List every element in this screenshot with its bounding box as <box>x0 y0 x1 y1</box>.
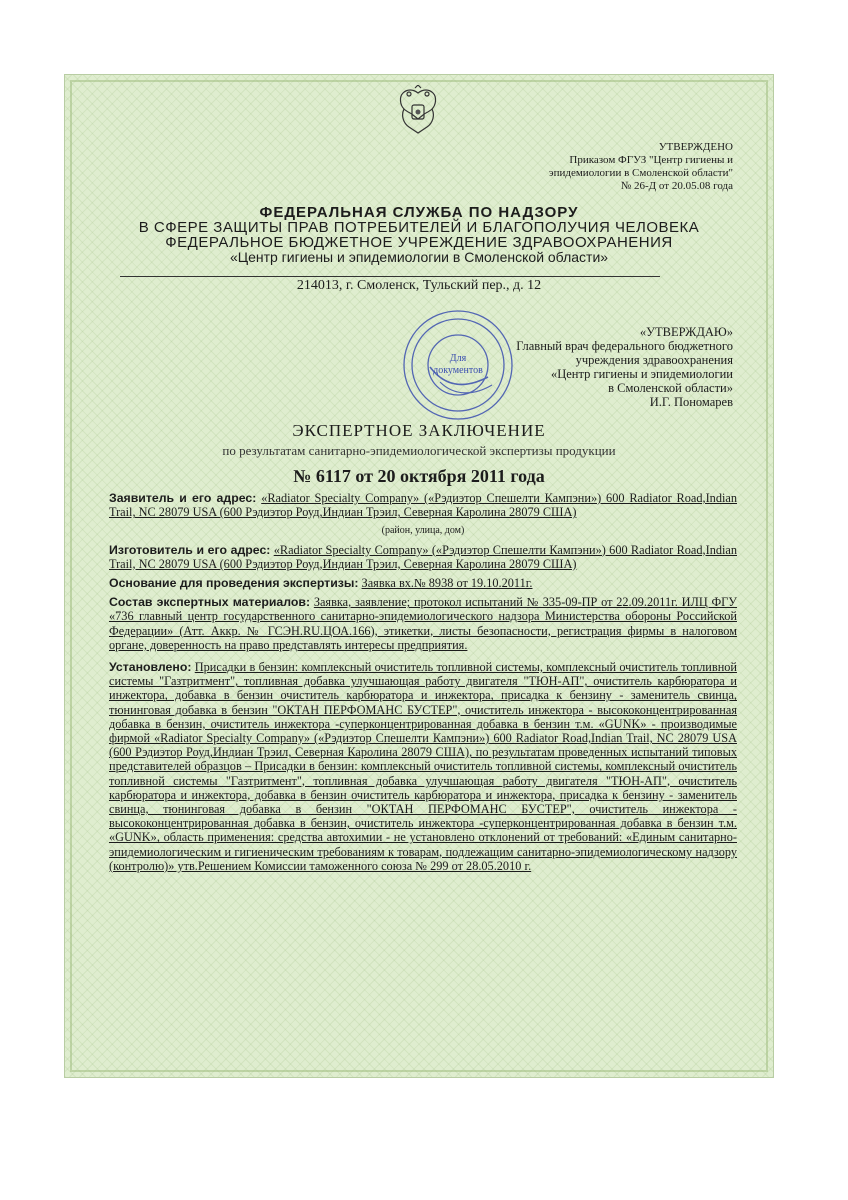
approved-line: эпидемиологии в Смоленской области" <box>548 167 733 179</box>
basis-label: Основание для проведения экспертизы: <box>109 576 359 591</box>
approved-line: УТВЕРЖДЕНО <box>658 141 733 153</box>
stamp-text: Для <box>449 353 467 364</box>
manufacturer-value: «Radiator Specialty Company» («Рэдиэтор Спешелти Кампэни») 600 Radiator Road,Indian Trail, NC 28079 USA (600 Рэдиэтор Роуд,Индиан Трэил, Северная Каролина 28079 США) <box>109 542 738 571</box>
agency-header <box>85 205 753 265</box>
approval-line: «Центр гигиены и эпидемиологии <box>550 367 733 381</box>
approval-line: учреждения здравоохранения <box>575 353 733 367</box>
applicant-value: «Radiator Specialty Company» («Рэдиэтор Спешелти Кампэни») 600 Radiator Road,Indian Trail, NC 28079 USA (600 Рэдиэтор Роуд,Индиан Трэил, Северная Каролина 28079 США) <box>109 491 738 520</box>
address-divider <box>120 276 660 277</box>
established-section <box>109 660 737 873</box>
conclusion-header <box>65 421 773 487</box>
materials-section <box>109 595 737 652</box>
document-subtitle: по результатам санитарно-эпидемиологической экспертизы продукции <box>222 443 616 458</box>
agency-address: 214013, г. Смоленск, Тульский пер., д. 12 <box>296 278 542 293</box>
approved-line: Приказом ФГУЗ "Центр гигиены и <box>569 154 733 166</box>
agency-line-1: ФЕДЕРАЛЬНАЯ СЛУЖБА ПО НАДЗОРУ <box>259 204 579 221</box>
basis-value: Заявка вх.№ 8938 от 19.10.2011г. <box>361 576 533 591</box>
district-caption: (район, улица, дом) <box>381 525 465 537</box>
document-number: № 6117 от 20 октября 2011 года <box>293 466 545 486</box>
agency-line-4: «Центр гигиены и эпидемиологии в Смоленской области» <box>229 249 609 265</box>
approval-line: «УТВЕРЖДАЮ» <box>639 325 733 339</box>
manufacturer-label: Изготовитель и его адрес: <box>109 542 271 557</box>
approval-block <box>463 325 733 409</box>
certificate-sheet <box>64 74 774 1078</box>
approved-by-order <box>493 141 733 193</box>
agency-line-3: ФЕДЕРАЛЬНОЕ БЮДЖЕТНОЕ УЧРЕЖДЕНИЕ ЗДРАВООХРАНЕНИЯ <box>165 234 673 251</box>
manufacturer-section <box>109 543 737 571</box>
approved-line: № 26-Д от 20.05.08 года <box>620 180 733 192</box>
materials-label: Состав экспертных материалов: <box>109 595 311 610</box>
materials-value: Заявка, заявление; протокол испытаний № 335-09-ПР от 22.09.2011г. ИЛЦ ФГУ «736 главный центр государственного санитарно-эпидемиологического надзора Министерства обороны Российской Федерации» (Атт. Аккр. № ГСЭН.RU.ЦОА.166), этикетки, листы безопасности, регистрация фирмы в налоговом органе, доверенность на право представлять интересы предприятия. <box>109 595 737 652</box>
document-title: ЭКСПЕРТНОЕ ЗАКЛЮЧЕНИЕ <box>292 421 546 440</box>
established-value: Присадки в бензин: комплексный очиститель топливной системы, комплексный очиститель топливной системы "Газтритмент", топливная добавка улучшающая работу двигателя "ТЮН-АП", очиститель карбюратора и инжектора, добавка в бензин очиститель карбюратора и инжектора, присадка к бензину - заменитель свинца, тюнинговая добавка в бензин "ОКТАН ПЕРФОМАНС БУСТЕР", очиститель инжектора - высококонцентрированная добавка в бензин, очиститель инжектора -суперконцентрированная добавка в бензин т.м. «GUNK» - производимые фирмой «Radiator Specialty Company» («Рэдиэтор Спешелти Кампэни») 600 Radiator Road,Indian Trail, NC 28079 USA (600 Рэдиэтор Роуд,Индиан Трэил, Северная Каролина 28079 США), по результатам проведенных испытаний типовых представителей образцов – Присадки в бензин: комплексный очиститель топливной системы, комплексный очиститель топливной системы "Газтритмент", топливная добавка улучшающая работу двигателя "ТЮН-АП", очиститель карбюратора и инжектора, добавка в бензин очиститель карбюратора и инжектора, присадка к бензину - заменитель свинца, тюнинговая добавка в бензин "ОКТАН ПЕРФОМАНС БУСТЕР", очиститель инжектора - высококонцентрированная добавка в бензин, очиститель инжектора -суперконцентрированная добавка в бензин т.м. «GUNK», область применения: средства автохимии - не установлено отклонений от требований: «Единым санитарно-эпидемиологическим и гигиеническим требованиям к товарам, подлежащим санитарно-эпидемиологическому надзору (контролю)» утв.Решением Комиссии таможенного союза № 299 от 28.05.2010 г. <box>109 660 738 873</box>
basis-section <box>109 576 737 590</box>
signatory-name: И.Г. Пономарев <box>649 395 733 409</box>
stamp-text: документов <box>433 365 483 376</box>
agency-line-2: В СФЕРЕ ЗАЩИТЫ ПРАВ ПОТРЕБИТЕЛЕЙ И БЛАГОПОЛУЧИЯ ЧЕЛОВЕКА <box>138 219 700 236</box>
established-label: Установлено: <box>109 660 192 675</box>
double-headed-eagle-emblem-icon <box>395 85 441 139</box>
document-body <box>109 491 737 878</box>
approval-line: Главный врач федерального бюджетного <box>516 339 733 353</box>
applicant-section <box>109 491 737 519</box>
approval-line: в Смоленской области» <box>608 381 733 395</box>
applicant-label: Заявитель и его адрес: <box>109 491 257 505</box>
